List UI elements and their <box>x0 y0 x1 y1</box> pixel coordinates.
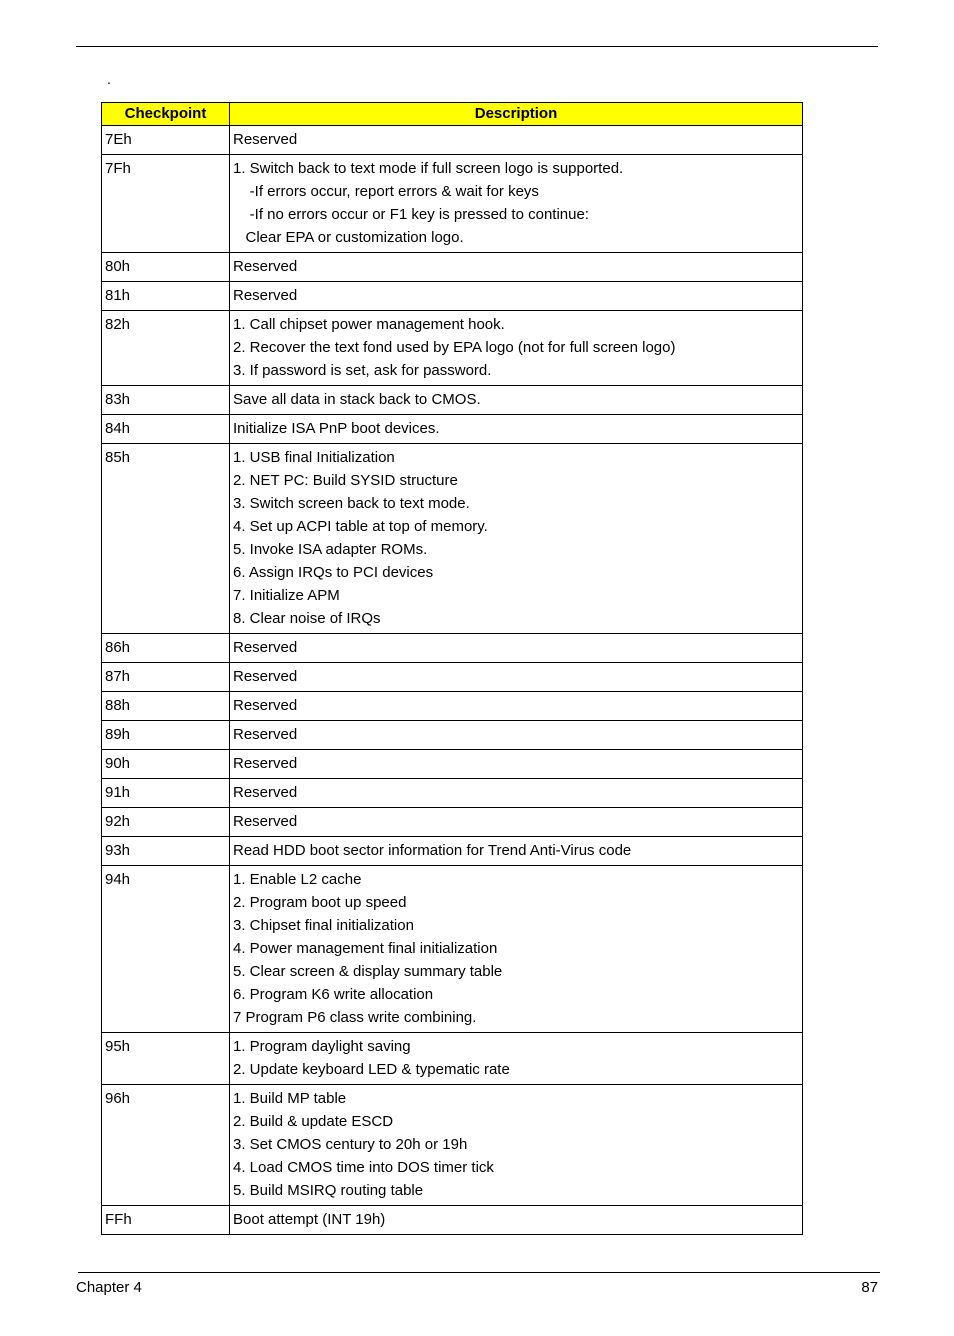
table-row <box>102 1206 803 1235</box>
description-line: Reserved <box>233 726 298 743</box>
table-row <box>102 634 803 663</box>
description-line: 3. Chipset final initialization <box>233 917 414 934</box>
checkpoint-code: 87h <box>102 663 230 692</box>
checkpoint-code: 89h <box>102 721 230 750</box>
table-row <box>102 386 803 415</box>
checkpoint-table <box>101 102 803 1235</box>
description-line: -If errors occur, report errors & wait for keys <box>233 183 539 200</box>
chapter-label: Chapter 4 <box>76 1279 142 1296</box>
table-row <box>102 721 803 750</box>
footer-rule <box>78 1272 880 1273</box>
description-line: Reserved <box>233 639 298 656</box>
description-line: Reserved <box>233 258 298 275</box>
description-line: 7 Program P6 class write combining. <box>233 1009 477 1026</box>
checkpoint-code: 94h <box>102 866 230 1033</box>
table-row <box>102 1033 803 1085</box>
checkpoint-code: 92h <box>102 808 230 837</box>
checkpoint-description <box>230 155 803 253</box>
checkpoint-description <box>230 808 803 837</box>
checkpoint-description <box>230 663 803 692</box>
description-line: 2. NET PC: Build SYSID structure <box>233 472 458 489</box>
description-line: 2. Update keyboard LED & typematic rate <box>233 1061 510 1078</box>
table-row <box>102 663 803 692</box>
page-number: 87 <box>861 1279 878 1296</box>
table-row <box>102 692 803 721</box>
description-line: Reserved <box>233 784 298 801</box>
checkpoint-code: 95h <box>102 1033 230 1085</box>
description-line: 3. If password is set, ask for password. <box>233 362 492 379</box>
checkpoint-description <box>230 311 803 386</box>
table-row <box>102 779 803 808</box>
checkpoint-code: 91h <box>102 779 230 808</box>
checkpoint-description <box>230 634 803 663</box>
stray-period: . <box>107 71 111 87</box>
checkpoint-code: 83h <box>102 386 230 415</box>
table-row <box>102 444 803 634</box>
checkpoint-description <box>230 866 803 1033</box>
table-header-row <box>102 103 803 126</box>
checkpoint-description <box>230 692 803 721</box>
description-line: Reserved <box>233 668 298 685</box>
description-line: 1. Program daylight saving <box>233 1038 411 1055</box>
description-line: 1. Call chipset power management hook. <box>233 316 505 333</box>
description-line: 7. Initialize APM <box>233 587 340 604</box>
description-line: 2. Recover the text fond used by EPA logo (not for full screen logo) <box>233 339 676 356</box>
checkpoint-description <box>230 779 803 808</box>
description-line: 1. Switch back to text mode if full screen logo is supported. <box>233 160 624 177</box>
table-row <box>102 415 803 444</box>
checkpoint-description <box>230 1206 803 1235</box>
table-row <box>102 866 803 1033</box>
description-line: 4. Load CMOS time into DOS timer tick <box>233 1159 494 1176</box>
description-line: Reserved <box>233 813 298 830</box>
table-body <box>102 126 803 1235</box>
table-row <box>102 253 803 282</box>
description-line: 6. Program K6 write allocation <box>233 986 434 1003</box>
description-line: Initialize ISA PnP boot devices. <box>233 420 440 437</box>
description-line: 1. USB final Initialization <box>233 449 395 466</box>
checkpoint-description <box>230 253 803 282</box>
checkpoint-description <box>230 386 803 415</box>
description-line: 1. Build MP table <box>233 1090 347 1107</box>
table-row <box>102 1085 803 1206</box>
checkpoint-code: 96h <box>102 1085 230 1206</box>
description-line: Reserved <box>233 131 298 148</box>
checkpoint-code: 84h <box>102 415 230 444</box>
description-line: Save all data in stack back to CMOS. <box>233 391 481 408</box>
description-line: Reserved <box>233 755 298 772</box>
header-rule <box>76 46 878 47</box>
checkpoint-description <box>230 282 803 311</box>
checkpoint-description <box>230 837 803 866</box>
description-line: Clear EPA or customization logo. <box>233 229 464 246</box>
checkpoint-code: 7Eh <box>102 126 230 155</box>
table-row <box>102 155 803 253</box>
table-row <box>102 311 803 386</box>
checkpoint-description <box>230 1085 803 1206</box>
table-row <box>102 126 803 155</box>
description-line: 4. Power management final initialization <box>233 940 498 957</box>
checkpoint-description <box>230 126 803 155</box>
description-line: Read HDD boot sector information for Trend Anti-Virus code <box>233 842 632 859</box>
checkpoint-code: 85h <box>102 444 230 634</box>
description-line: 2. Build & update ESCD <box>233 1113 394 1130</box>
description-line: 5. Clear screen & display summary table <box>233 963 503 980</box>
checkpoint-code: 80h <box>102 253 230 282</box>
checkpoint-description <box>230 750 803 779</box>
description-line: 4. Set up ACPI table at top of memory. <box>233 518 488 535</box>
checkpoint-column-header: Checkpoint <box>102 103 230 126</box>
table-row <box>102 750 803 779</box>
description-line: 5. Build MSIRQ routing table <box>233 1182 424 1199</box>
table-row <box>102 808 803 837</box>
description-line: 8. Clear noise of IRQs <box>233 610 381 627</box>
checkpoint-code: 81h <box>102 282 230 311</box>
description-line: -If no errors occur or F1 key is pressed to continue: <box>233 206 589 223</box>
table-row <box>102 837 803 866</box>
description-column-header: Description <box>230 103 803 126</box>
checkpoint-description <box>230 444 803 634</box>
description-line: Boot attempt (INT 19h) <box>233 1211 386 1228</box>
description-line: Reserved <box>233 697 298 714</box>
table-row <box>102 282 803 311</box>
checkpoint-code: FFh <box>102 1206 230 1235</box>
description-line: 1. Enable L2 cache <box>233 871 362 888</box>
checkpoint-description <box>230 721 803 750</box>
checkpoint-code: 88h <box>102 692 230 721</box>
checkpoint-code: 82h <box>102 311 230 386</box>
description-line: Reserved <box>233 287 298 304</box>
checkpoint-code: 86h <box>102 634 230 663</box>
checkpoint-code: 93h <box>102 837 230 866</box>
checkpoint-code: 90h <box>102 750 230 779</box>
description-line: 3. Switch screen back to text mode. <box>233 495 470 512</box>
checkpoint-description <box>230 1033 803 1085</box>
description-line: 6. Assign IRQs to PCI devices <box>233 564 434 581</box>
description-line: 3. Set CMOS century to 20h or 19h <box>233 1136 468 1153</box>
checkpoint-code: 7Fh <box>102 155 230 253</box>
checkpoint-description <box>230 415 803 444</box>
description-line: 2. Program boot up speed <box>233 894 407 911</box>
description-line: 5. Invoke ISA adapter ROMs. <box>233 541 428 558</box>
